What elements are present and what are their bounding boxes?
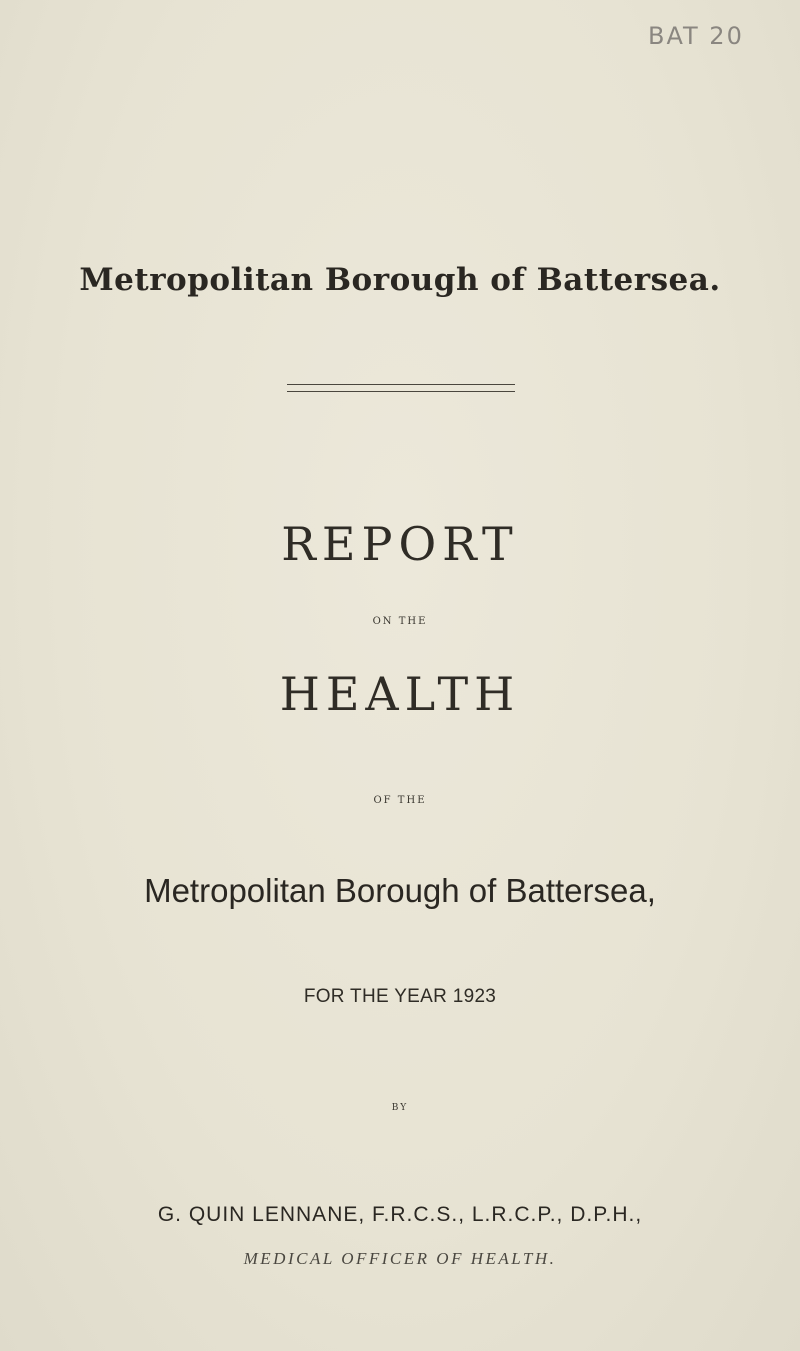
on-the-label: ON THE	[372, 616, 428, 627]
report-title: REPORT	[281, 517, 519, 571]
of-the-label: OF THE	[373, 795, 427, 806]
double-rule-bottom	[287, 391, 515, 392]
by-label: BY	[391, 1103, 409, 1113]
double-rule-top	[287, 384, 515, 385]
handwritten-shelfmark: BAT 20	[648, 22, 744, 50]
author-name: G. QUIN LENNANE, F.R.C.S., L.R.C.P., D.P.H.,	[157, 1203, 643, 1226]
borough-name: Metropolitan Borough of Battersea,	[144, 872, 656, 909]
author-position: MEDICAL OFFICER OF HEALTH.	[243, 1249, 557, 1268]
year-line: FOR THE YEAR 1923	[303, 986, 497, 1007]
blackletter-heading: Metropolitan Borough of Battersea.	[79, 262, 721, 298]
health-title: HEALTH	[279, 667, 521, 721]
